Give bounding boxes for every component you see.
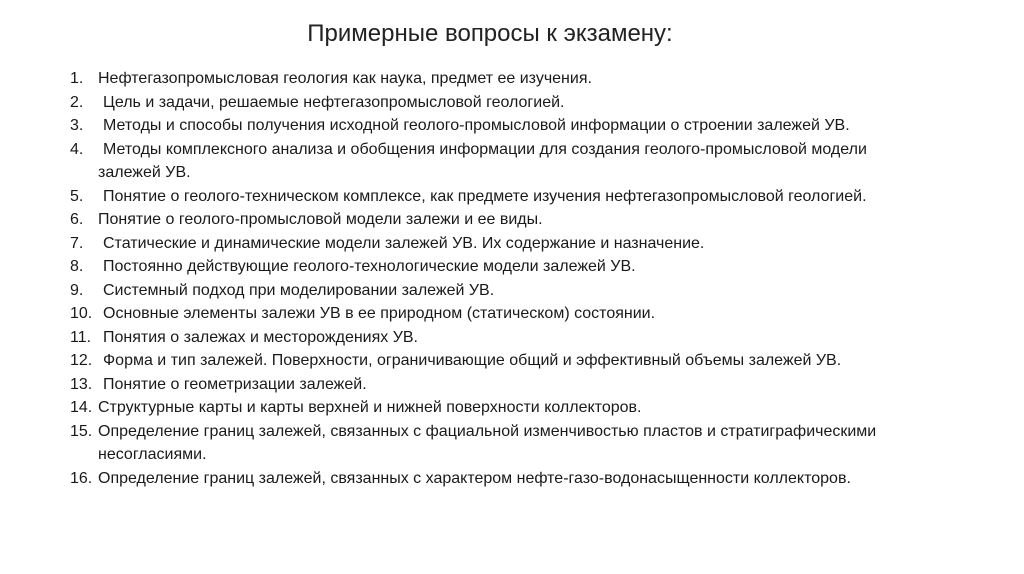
list-item xyxy=(70,302,900,326)
list-item-number: 14. xyxy=(70,399,93,416)
list-item xyxy=(70,91,900,115)
list-item xyxy=(70,67,900,91)
list-item-number: 4. xyxy=(70,140,84,158)
list-item xyxy=(70,279,900,303)
list-item-number: 7. xyxy=(70,234,84,252)
list-item-number: 2. xyxy=(70,93,84,111)
list-item-number: 9. xyxy=(70,281,84,299)
list-item-number: 5. xyxy=(70,187,84,205)
list-item-number: 6. xyxy=(70,211,84,228)
list-item xyxy=(70,326,900,350)
list-item-number: 10. xyxy=(70,305,93,322)
list-item-text: Определение границ залежей, связанных с характером нефте-газо-водонасыщенности коллекторов. xyxy=(98,469,851,487)
list-item xyxy=(70,396,900,420)
list-item-text: Понятие о геолого-техническом комплексе, как предмете изучения нефтегазопромысловой геологией. xyxy=(103,187,867,205)
list-item-text: Определение границ залежей, связанных с фациальной изменчивостью пластов и стратиграфическими несогласиями. xyxy=(98,422,877,463)
list-item-text: Понятия о залежах и месторождениях УВ. xyxy=(103,328,418,346)
list-item-text: Методы и способы получения исходной геолого-промысловой информации о строении залежей УВ. xyxy=(103,117,850,134)
list-item xyxy=(70,255,900,279)
list-item-text: Основные элементы залежи УВ в ее природном (статическом) состоянии. xyxy=(103,305,656,322)
list-item xyxy=(70,208,900,232)
list-item-number: 13. xyxy=(70,375,93,393)
list-item xyxy=(70,420,900,467)
list-item-number: 11. xyxy=(70,328,92,346)
list-item-number: 12. xyxy=(70,352,93,369)
list-item xyxy=(70,138,900,185)
list-item xyxy=(70,373,900,397)
list-item-text: Постоянно действующие геолого-технологические модели залежей УВ. xyxy=(103,258,636,275)
list-item-text: Цель и задачи, решаемые нефтегазопромысловой геологией. xyxy=(103,93,565,111)
list-item xyxy=(70,114,900,138)
list-item-text: Форма и тип залежей. Поверхности, ограничивающие общий и эффективный объемы залежей УВ. xyxy=(103,352,842,369)
list-item xyxy=(70,467,900,491)
list-item-number: 16. xyxy=(70,469,93,487)
list-item-number: 3. xyxy=(70,117,84,134)
list-item-text: Понятие о геометризации залежей. xyxy=(103,375,367,393)
list-item-number: 1. xyxy=(70,70,84,87)
list-item-text: Методы комплексного анализа и обобщения информации для создания геолого-промысловой модели залежей УВ. xyxy=(98,140,867,181)
list-item-text: Понятие о геолого-промысловой модели залежи и ее виды. xyxy=(98,211,543,228)
list-item xyxy=(70,349,900,373)
list-item-text: Системный подход при моделировании залежей УВ. xyxy=(103,281,495,299)
list-item-number: 8. xyxy=(70,258,84,275)
list-item-number: 15. xyxy=(70,422,93,440)
list-item xyxy=(70,185,900,209)
question-list xyxy=(70,67,900,490)
list-item xyxy=(70,232,900,256)
list-item-text: Нефтегазопромысловая геология как наука, предмет ее изучения. xyxy=(98,70,592,87)
list-item-text: Структурные карты и карты верхней и нижней поверхности коллекторов. xyxy=(98,399,642,416)
list-item-text: Статические и динамические модели залежей УВ. Их содержание и назначение. xyxy=(103,234,705,252)
slide-title: Примерные вопросы к экзамену: xyxy=(307,20,673,47)
